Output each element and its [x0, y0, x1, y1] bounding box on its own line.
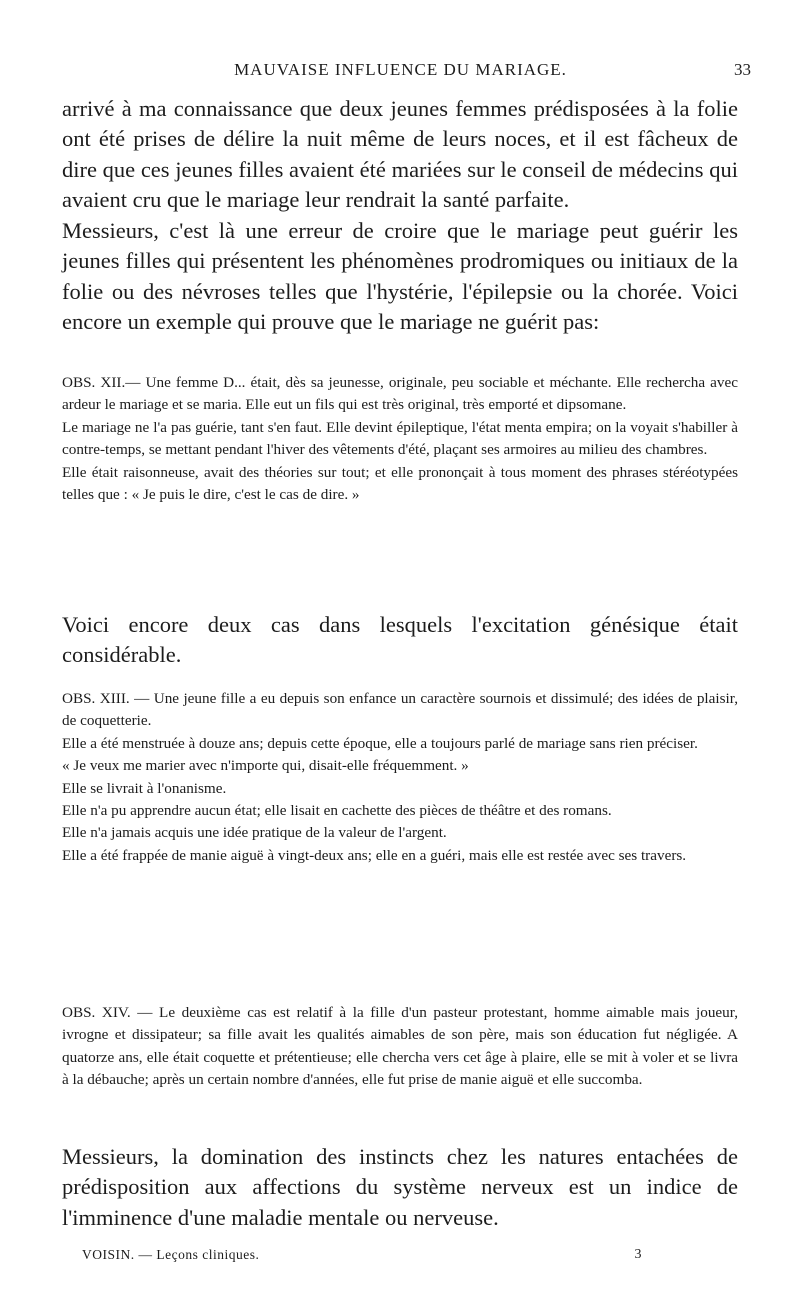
footer-author: VOISIN. — Leçons cliniques. [82, 1247, 260, 1262]
obs13-line-3: « Je veux me marier avec n'importe qui, disait-elle fréquemment. » [62, 757, 469, 775]
page-footer [82, 1247, 642, 1269]
page-header [0, 60, 801, 84]
paragraph-3-block [62, 610, 738, 671]
obs12-line-1: OBS. XII.— Une femme D... était, dès sa jeunesse, originale, peu sociable et méchante. Elle rechercha avec ardeur le mariage et se maria. Elle eut un fils qui est très original, très emporté et dipsomane. [62, 374, 738, 414]
obs13-line-7: Elle a été frappée de manie aiguë à vingt-deux ans; elle en a guéri, mais elle est restée avec ses travers. [62, 846, 687, 864]
paragraph-intro-block [62, 94, 738, 215]
observation-12 [62, 372, 738, 506]
paragraph-2-block [62, 216, 738, 337]
obs12-line-3: Elle était raisonneuse, avait des théories sur tout; et elle prononçait à tous moment des phrases stéréotypées telles que : « Je puis le dire, c'est le cas de dire. » [62, 463, 738, 504]
paragraph-4: Messieurs, la domination des instincts chez les natures entachées de prédisposition aux affections du système nerveux est un indice de l'imminence d'une maladie mentale ou nerveuse. [62, 1144, 738, 1230]
obs13-line-4: Elle se livrait à l'onanisme. [62, 779, 227, 797]
obs13-line-2: Elle a été menstruée à douze ans; depuis cette époque, elle a toujours parlé de mariage sans rien préciser. [62, 734, 698, 752]
obs12-line-2: Le mariage ne l'a pas guérie, tant s'en faut. Elle devint épileptique, l'état menta empira; on la voyait s'habiller à contre-temps, se mettant pendant l'hiver des vêtements d'été, plaçant ses armoires au milieu des chambres. [62, 418, 738, 459]
paragraph-2: Messieurs, c'est là une erreur de croire que le mariage peut guérir les jeunes filles qui présentent les phénomènes prodromiques ou initiaux de la folie ou des névroses telles que l'hystérie, l'épilepsie ou la chorée. Voici encore un exemple qui prouve que le mariage ne guérit pas: [62, 218, 738, 334]
obs13-line-5: Elle n'a pu apprendre aucun état; elle lisait en cachette des pièces de théâtre et des romans. [62, 802, 612, 820]
signature-mark: 3 [634, 1247, 642, 1262]
paragraph-1: arrivé à ma connaissance que deux jeunes femmes prédisposées à la folie ont été prises de délire la nuit même de leurs noces, et il est fâcheux de dire que ces jeunes filles avaient été mariées sur le conseil de médecins qui avaient cru que le mariage leur rendrait la santé parfaite. [62, 96, 738, 212]
paragraph-4-block [62, 1142, 738, 1233]
obs14-text: OBS. XIV. — Le deuxième cas est relatif à la fille d'un pasteur protestant, homme aimable mais joueur, ivrogne et dissipateur; sa fille avait les qualités aimables de son père, mais son éducation fut négligée. A quatorze ans, elle était coquette et prétentieuse; elle chercha vers cet âge à plaire, elle se mit à voler et se livra à la débauche; après un certain nombre d'années, elle fut prise de manie aiguë et elle succomba. [62, 1004, 738, 1089]
observation-14 [62, 1002, 738, 1092]
page-number: 33 [734, 60, 751, 79]
obs13-line-1: OBS. XIII. — Une jeune fille a eu depuis son enfance un caractère sournois et dissimulé; des idées de plaisir, de coquetterie. [62, 690, 738, 730]
paragraph-3: Voici encore deux cas dans lesquels l'excitation génésique était considérable. [62, 612, 738, 668]
obs13-line-6: Elle n'a jamais acquis une idée pratique de la valeur de l'argent. [62, 824, 447, 842]
running-head: MAUVAISE INFLUENCE DU MARIAGE. [234, 60, 567, 79]
observation-13 [62, 688, 738, 867]
